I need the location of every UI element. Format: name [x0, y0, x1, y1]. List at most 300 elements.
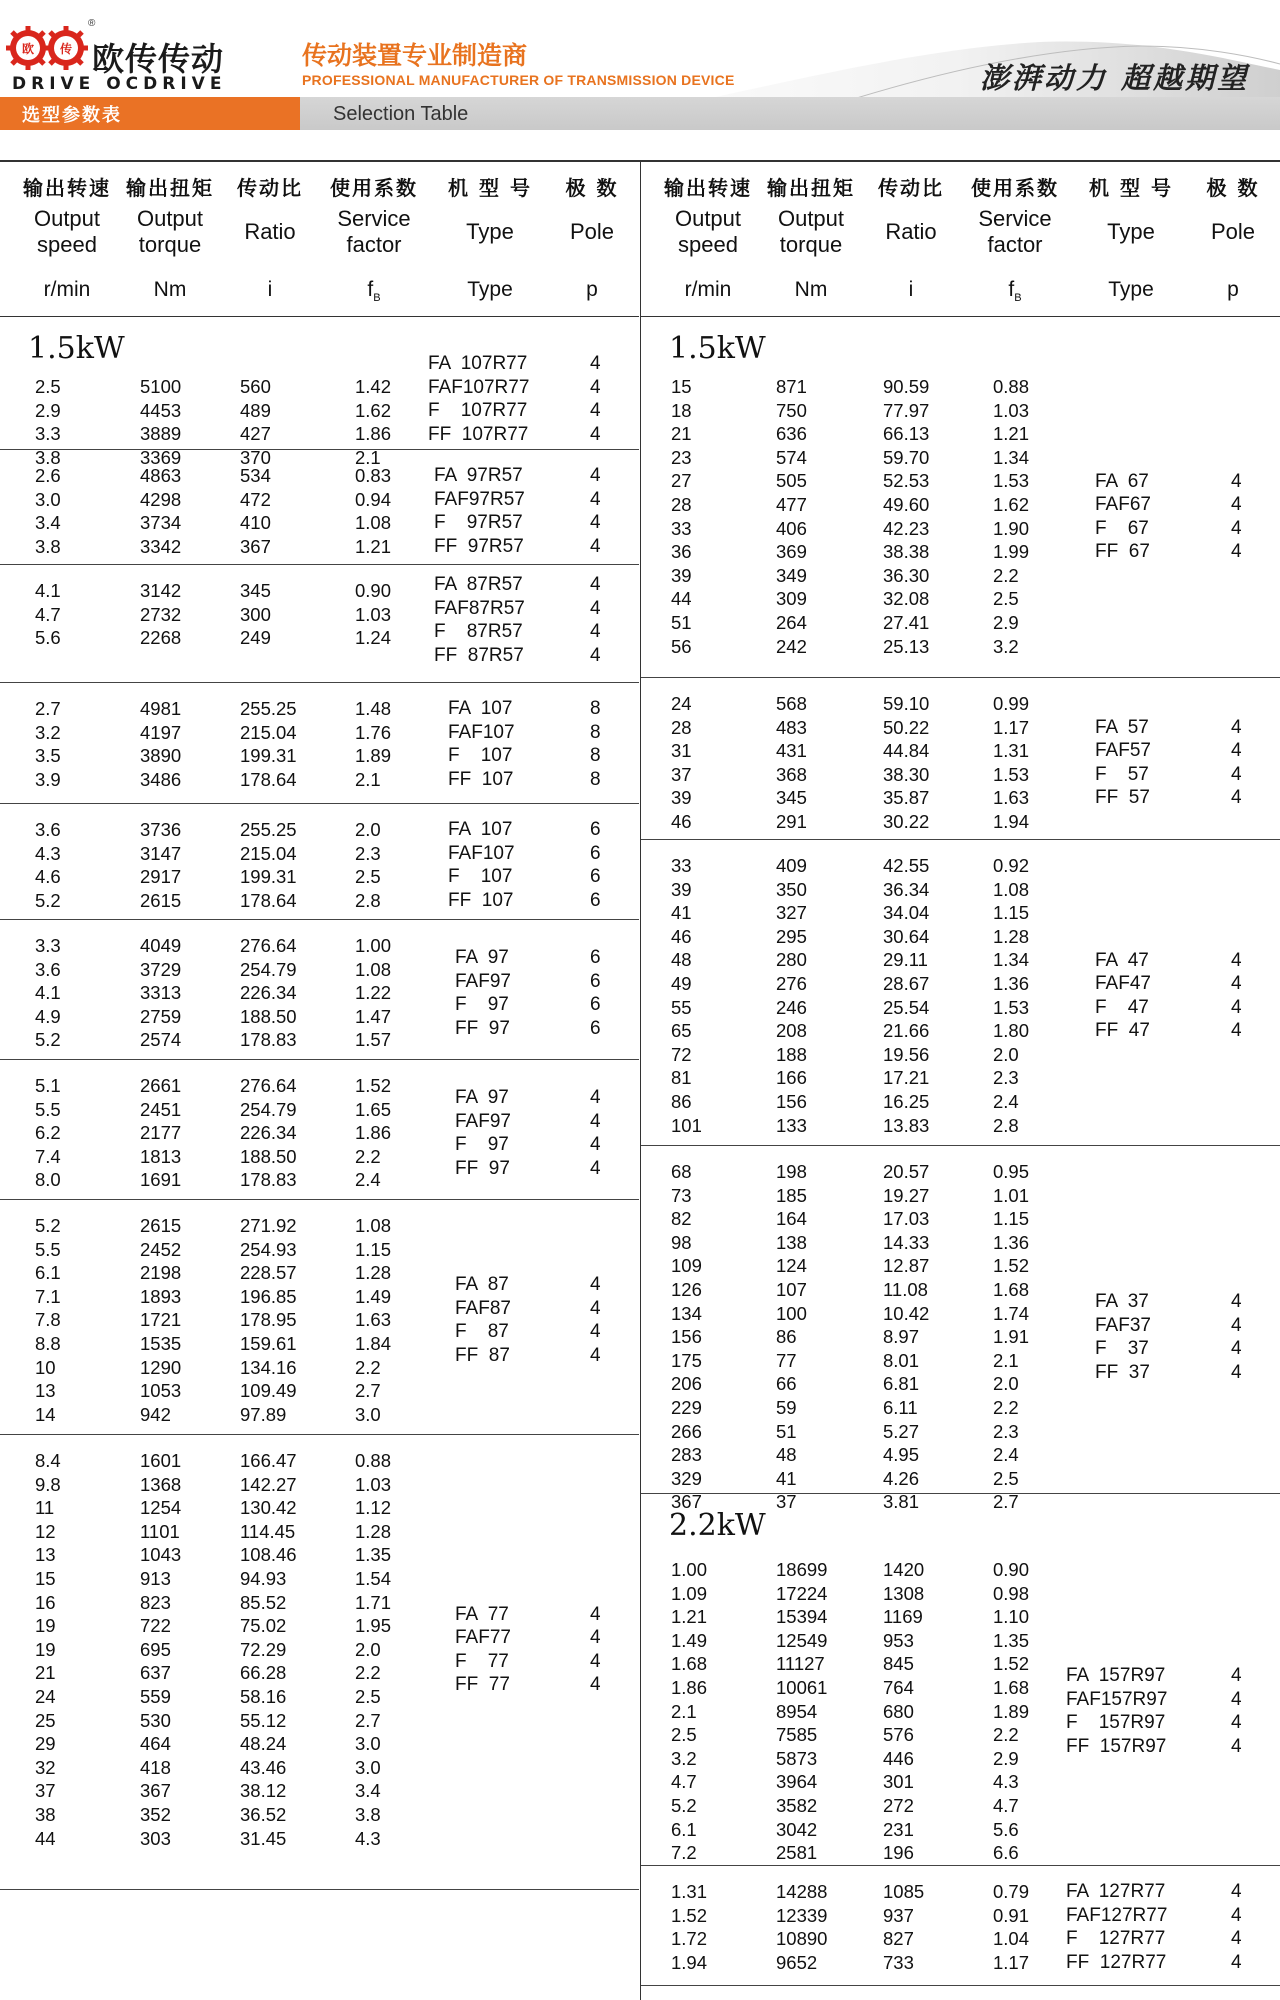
model-type-group	[434, 573, 630, 667]
torque-cell: 2574	[140, 1029, 182, 1051]
header-sf-unit-sub: B	[1014, 292, 1022, 305]
speed-cell: 134	[671, 1302, 702, 1324]
ratio-cell: 8.97	[883, 1326, 920, 1348]
header-pole-en: Pole	[1210, 219, 1256, 244]
model-type: F 77	[455, 1650, 509, 1672]
model-type: FAF97	[455, 970, 511, 992]
sf-cell: 1.42	[355, 376, 392, 397]
pole-count: 4	[590, 465, 601, 487]
speed-cell: 4.1	[35, 580, 61, 601]
speed-cell: 5.2	[671, 1795, 697, 1816]
sf-cell: 2.7	[993, 1491, 1019, 1513]
speed-cell: 7.2	[671, 1842, 697, 1864]
speed-cell: 13	[35, 1380, 56, 1402]
header-speed-en-line1: Output	[33, 206, 101, 231]
table-row	[0, 1473, 639, 1496]
sf-cell: 1.52	[993, 1255, 1030, 1277]
sf-cell: 1.53	[993, 996, 1030, 1018]
model-type: F 47	[1095, 996, 1149, 1018]
speed-cell: 12	[35, 1520, 56, 1542]
header-torque-en-line1: Output	[136, 206, 204, 231]
table-left-column	[0, 162, 640, 2000]
gear-logo-icon	[6, 18, 90, 78]
speed-cell: 8.8	[35, 1333, 61, 1354]
sf-cell: 1.99	[993, 541, 1030, 563]
ratio-cell: 188.50	[240, 1005, 297, 1027]
speed-cell: 81	[671, 1067, 692, 1089]
table-row	[0, 1756, 639, 1779]
model-type-row	[1095, 540, 1271, 564]
table-row	[641, 587, 1280, 610]
ratio-cell: 142.27	[240, 1473, 297, 1495]
pole-count: 6	[590, 819, 601, 841]
pole-count: 4	[590, 1157, 601, 1179]
sf-cell: 0.95	[993, 1161, 1030, 1182]
speed-cell: 3.6	[35, 958, 61, 980]
table-row	[641, 1605, 1280, 1628]
torque-cell: 41	[776, 1467, 797, 1489]
model-type-row	[1095, 763, 1271, 787]
speed-cell: 73	[671, 1184, 692, 1206]
torque-cell: 636	[776, 423, 807, 445]
torque-cell: 37	[776, 1491, 797, 1513]
model-type: FF 97	[455, 1157, 510, 1179]
model-type-group	[1095, 716, 1271, 810]
torque-cell: 505	[776, 470, 807, 492]
speed-cell: 21	[35, 1662, 56, 1684]
torque-cell: 2198	[140, 1262, 182, 1284]
ratio-cell: 38.12	[240, 1780, 287, 1802]
model-type: FF 157R97	[1066, 1735, 1167, 1757]
ratio-cell: 66.28	[240, 1662, 287, 1684]
model-type-row	[455, 993, 630, 1017]
speed-cell: 283	[671, 1444, 702, 1466]
speed-cell: 3.3	[35, 935, 61, 956]
speed-cell: 18	[671, 399, 692, 421]
speed-cell: 3.5	[35, 745, 61, 767]
sf-cell: 2.5	[993, 588, 1019, 610]
torque-cell: 48	[776, 1444, 797, 1466]
header-sf-en	[318, 206, 430, 258]
torque-cell: 138	[776, 1231, 807, 1253]
ratio-cell: 254.93	[240, 1238, 297, 1260]
sf-cell: 1.08	[993, 878, 1030, 900]
torque-cell: 4863	[140, 465, 182, 486]
model-type-row	[455, 1110, 630, 1134]
sf-cell: 2.3	[993, 1420, 1019, 1442]
ratio-cell: 77.97	[883, 399, 930, 421]
pole-count: 4	[590, 400, 601, 421]
pole-count: 4	[590, 1087, 601, 1108]
table-row	[0, 1520, 639, 1543]
ratio-cell: 38.30	[883, 763, 930, 785]
torque-cell: 4453	[140, 399, 182, 421]
model-type-row	[455, 1086, 630, 1110]
model-type-row	[448, 865, 630, 889]
sf-cell: 2.5	[993, 1467, 1019, 1489]
header-sf-cn: 使用系数	[330, 176, 418, 200]
torque-cell: 9652	[776, 1951, 818, 1973]
model-type-group	[455, 946, 630, 1040]
model-type: FA 127R77	[1066, 1881, 1166, 1903]
speed-cell: 1.52	[671, 1904, 708, 1926]
ratio-cell: 50.22	[883, 716, 930, 738]
table-row	[0, 1567, 639, 1590]
torque-cell: 431	[776, 740, 807, 762]
pole-count: 6	[590, 1017, 601, 1039]
torque-cell: 3142	[140, 580, 182, 601]
sf-cell: 1.28	[993, 925, 1030, 947]
torque-cell: 2615	[140, 1215, 182, 1236]
sf-cell: 2.5	[355, 1686, 381, 1707]
torque-cell: 913	[140, 1568, 171, 1589]
tab-en-label: Selection Table	[333, 103, 469, 125]
model-type: FA 107	[448, 819, 513, 841]
torque-cell: 2581	[776, 1842, 818, 1864]
torque-cell: 2177	[140, 1122, 182, 1144]
model-type: F 67	[1095, 517, 1149, 539]
sf-cell: 0.98	[993, 1582, 1030, 1604]
ratio-cell: 108.46	[240, 1544, 297, 1566]
model-type-row	[434, 573, 630, 597]
torque-cell: 3736	[140, 819, 182, 840]
sf-cell: 5.6	[993, 1818, 1019, 1840]
speed-cell: 49	[671, 973, 692, 994]
sf-cell: 1.34	[993, 949, 1030, 971]
model-type: F 107	[448, 745, 513, 767]
ratio-cell: 272	[883, 1795, 914, 1816]
speed-cell: 2.6	[35, 465, 61, 486]
ratio-cell: 59.70	[883, 446, 930, 468]
ratio-cell: 178.83	[240, 1029, 297, 1051]
sf-cell: 2.2	[993, 564, 1019, 586]
table-row	[641, 1770, 1280, 1793]
torque-cell: 185	[776, 1184, 807, 1206]
speed-cell: 98	[671, 1231, 692, 1253]
header-type-cn: 机 型 号	[1089, 176, 1173, 200]
header-ratio-en: Ratio	[244, 219, 296, 244]
spec-block	[0, 804, 639, 920]
sf-cell: 1.28	[355, 1520, 392, 1542]
speed-cell: 10	[35, 1356, 56, 1378]
ratio-cell: 301	[883, 1771, 914, 1793]
pole-count: 4	[590, 353, 601, 374]
ratio-cell: 560	[240, 376, 271, 397]
torque-cell: 3889	[140, 423, 182, 445]
model-type-row	[1066, 1664, 1271, 1688]
table-row	[641, 1231, 1280, 1254]
header-sf-en-line1: Service	[978, 206, 1052, 231]
torque-cell: 66	[776, 1373, 797, 1395]
table-header	[641, 162, 1280, 317]
header-ratio-cn: 传动比	[878, 176, 944, 200]
sf-cell: 4.3	[355, 1827, 381, 1849]
ratio-cell: 19.27	[883, 1184, 930, 1206]
ratio-cell: 271.92	[240, 1215, 297, 1236]
model-type: FA 87	[455, 1274, 509, 1296]
speed-cell: 1.49	[671, 1629, 708, 1651]
speed-cell: 29	[35, 1733, 56, 1755]
spec-block	[0, 1200, 639, 1435]
header-torque-en-line1: Output	[777, 206, 845, 231]
speed-cell: 28	[671, 716, 692, 738]
table-row	[641, 635, 1280, 658]
header-torque-cn: 输出扭矩	[126, 176, 214, 200]
table-row	[0, 1803, 639, 1826]
torque-cell: 1691	[140, 1169, 182, 1191]
spec-block	[641, 1866, 1280, 1986]
ratio-cell: 34.04	[883, 902, 930, 924]
model-type-row	[1095, 470, 1271, 494]
ratio-cell: 489	[240, 399, 271, 421]
speed-cell: 56	[671, 635, 692, 657]
pole-count: 4	[590, 1134, 601, 1155]
table-row	[641, 1558, 1280, 1581]
ratio-cell: 17.21	[883, 1067, 930, 1089]
model-type: FA 77	[455, 1603, 509, 1625]
header-speed-en-line2: speed	[678, 232, 738, 257]
speed-cell: 3.8	[35, 446, 61, 468]
ratio-cell: 4.26	[883, 1467, 920, 1489]
model-type: FA 107R77	[428, 353, 528, 374]
sf-cell: 1.52	[355, 1075, 392, 1096]
torque-cell: 559	[140, 1686, 171, 1707]
torque-cell: 3147	[140, 842, 182, 864]
model-type-row	[1095, 949, 1271, 973]
sf-cell: 0.88	[993, 376, 1030, 397]
sf-cell: 2.2	[993, 1397, 1019, 1418]
model-type-group	[1066, 1880, 1271, 1974]
sf-cell: 0.92	[993, 855, 1030, 876]
model-type-row	[428, 399, 630, 423]
torque-cell: 164	[776, 1208, 807, 1230]
ratio-cell: 827	[883, 1928, 914, 1950]
speed-cell: 14	[35, 1403, 56, 1425]
pole-count: 4	[590, 488, 601, 510]
spec-block	[0, 565, 639, 683]
spec-block	[641, 678, 1280, 840]
sf-cell: 1.36	[993, 973, 1030, 994]
sf-cell: 0.91	[993, 1904, 1030, 1926]
speed-cell: 329	[671, 1467, 702, 1489]
table-row	[641, 1420, 1280, 1443]
speed-cell: 33	[671, 855, 692, 876]
sf-cell: 2.4	[355, 1169, 381, 1191]
sf-cell: 1.03	[355, 1473, 392, 1495]
speed-cell: 5.1	[35, 1075, 61, 1096]
model-type-row	[1095, 716, 1271, 740]
ratio-cell: 20.57	[883, 1161, 930, 1182]
speed-cell: 9.8	[35, 1473, 61, 1495]
sf-cell: 1.24	[355, 627, 392, 649]
sf-cell: 3.0	[355, 1733, 381, 1755]
model-type-group	[455, 1603, 630, 1697]
model-type-row	[434, 511, 630, 535]
pole-count: 4	[1231, 541, 1242, 563]
ratio-cell: 72.29	[240, 1638, 287, 1660]
torque-cell: 303	[140, 1827, 171, 1849]
sf-cell: 1.10	[993, 1606, 1030, 1628]
speed-cell: 44	[671, 588, 692, 610]
sf-cell: 1.03	[355, 603, 392, 625]
torque-cell: 418	[140, 1756, 171, 1778]
speed-cell: 24	[671, 693, 692, 714]
ratio-cell: 17.03	[883, 1208, 930, 1230]
speed-cell: 24	[35, 1686, 56, 1707]
speed-cell: 5.2	[35, 1215, 61, 1236]
sf-cell: 2.1	[355, 446, 381, 468]
ratio-cell: 58.16	[240, 1686, 287, 1707]
speed-cell: 367	[671, 1491, 702, 1513]
sf-cell: 0.88	[355, 1450, 392, 1471]
speed-cell: 13	[35, 1544, 56, 1566]
ratio-cell: 90.59	[883, 376, 930, 397]
sf-cell: 1.08	[355, 1215, 392, 1236]
sf-cell: 1.68	[993, 1279, 1030, 1300]
ratio-cell: 35.87	[883, 787, 930, 809]
model-type: FA 57	[1095, 716, 1149, 738]
speed-cell: 7.1	[35, 1285, 61, 1307]
table-row	[641, 1207, 1280, 1230]
header-type-cn: 机 型 号	[448, 176, 532, 200]
slogan-en: PROFESSIONAL MANUFACTURER OF TRANSMISSION DEVICE	[302, 72, 735, 88]
model-type: F 97	[455, 1134, 509, 1155]
torque-cell: 327	[776, 902, 807, 924]
model-type-row	[428, 376, 630, 400]
speed-cell: 39	[671, 564, 692, 586]
torque-cell: 1893	[140, 1285, 182, 1307]
ratio-cell: 42.23	[883, 517, 930, 539]
sf-cell: 1.15	[355, 1238, 392, 1260]
sf-cell: 1.76	[355, 721, 392, 743]
header-ratio-cn: 传动比	[237, 176, 303, 200]
torque-cell: 3313	[140, 982, 182, 1004]
table-row	[0, 1709, 639, 1732]
ratio-cell: 29.11	[883, 949, 928, 971]
header-sf-en-line2: factor	[987, 232, 1043, 257]
model-type-row	[434, 464, 630, 488]
ratio-cell: 937	[883, 1904, 914, 1926]
speed-cell: 55	[671, 996, 692, 1018]
pole-count: 6	[590, 970, 601, 992]
logo-gear-right-char: 传	[59, 42, 73, 56]
ratio-cell: 1085	[883, 1881, 925, 1902]
sf-cell: 1.36	[993, 1231, 1030, 1253]
model-type-row	[1095, 1314, 1271, 1338]
table-row	[641, 1841, 1280, 1864]
header-pole-unit: p	[586, 278, 598, 301]
torque-cell: 369	[776, 541, 807, 563]
table-row	[641, 1114, 1280, 1137]
sf-cell: 1.63	[355, 1309, 392, 1331]
ratio-cell: 85.52	[240, 1591, 287, 1613]
sf-cell: 0.79	[993, 1881, 1030, 1902]
torque-cell: 2732	[140, 603, 182, 625]
torque-cell: 1254	[140, 1497, 182, 1519]
table-row	[0, 1496, 639, 1519]
torque-cell: 483	[776, 716, 807, 738]
sf-cell: 3.0	[355, 1756, 381, 1778]
pole-count: 8	[590, 768, 601, 790]
pole-count: 4	[590, 376, 601, 398]
model-type: FF 87R57	[434, 644, 524, 666]
speed-cell: 2.7	[35, 698, 61, 719]
speed-cell: 3.2	[671, 1747, 697, 1769]
speed-cell: 1.86	[671, 1677, 708, 1698]
pole-count: 4	[1231, 787, 1242, 809]
ratio-cell: 159.61	[240, 1333, 297, 1354]
torque-cell: 3582	[776, 1795, 818, 1816]
ratio-cell: 55.12	[240, 1709, 287, 1731]
sf-cell: 1.95	[355, 1615, 392, 1637]
model-type-row	[455, 1673, 630, 1697]
speed-cell: 86	[671, 1091, 692, 1112]
model-type-row	[448, 768, 630, 792]
torque-cell: 1601	[140, 1450, 182, 1471]
pole-count: 4	[1231, 1688, 1242, 1710]
ratio-cell: 255.25	[240, 819, 297, 840]
ratio-cell: 19.56	[883, 1043, 930, 1065]
sf-cell: 1.12	[355, 1497, 392, 1519]
speed-cell: 16	[35, 1591, 56, 1613]
ratio-cell: 31.45	[240, 1827, 287, 1849]
model-type-row	[455, 1626, 630, 1650]
model-type: F 57	[1095, 763, 1149, 785]
model-type: F 37	[1095, 1338, 1149, 1359]
model-type-row	[434, 644, 630, 668]
speed-cell: 65	[671, 1020, 692, 1042]
model-type-row	[1066, 1735, 1271, 1759]
model-type-row	[455, 1157, 630, 1181]
sf-cell: 1.31	[993, 740, 1030, 762]
model-type: F 97R57	[434, 512, 523, 534]
torque-cell: 12339	[776, 1904, 828, 1926]
model-type-row	[1095, 1361, 1271, 1385]
ratio-cell: 345	[240, 580, 271, 601]
speed-cell: 7.4	[35, 1145, 61, 1167]
ratio-cell: 5.27	[883, 1420, 920, 1442]
torque-cell: 7585	[776, 1724, 818, 1746]
speed-cell: 36	[671, 541, 692, 563]
ratio-cell: 196.85	[240, 1285, 297, 1307]
header-pole-unit: p	[1227, 278, 1239, 301]
header-ratio-unit: i	[267, 278, 273, 301]
torque-cell: 4197	[140, 721, 182, 743]
model-type: FAF97R57	[434, 488, 525, 510]
table-row	[641, 375, 1280, 398]
torque-cell: 2451	[140, 1098, 182, 1120]
sf-cell: 1.21	[993, 423, 1030, 445]
pole-count: 4	[590, 1674, 601, 1696]
pole-count: 4	[1231, 1361, 1242, 1383]
ratio-cell: 25.13	[883, 635, 930, 657]
pole-count: 4	[1231, 1314, 1242, 1336]
pole-count: 4	[1231, 1665, 1242, 1687]
sf-cell: 1.03	[993, 399, 1030, 421]
table-row	[641, 901, 1280, 924]
header-sf-cn: 使用系数	[971, 176, 1059, 200]
pole-count: 4	[1231, 1712, 1242, 1734]
speed-cell: 2.5	[671, 1724, 697, 1746]
ratio-cell: 36.52	[240, 1804, 287, 1825]
sf-cell: 1.08	[355, 512, 392, 534]
model-type: FA 37	[1095, 1291, 1149, 1312]
table-row	[641, 810, 1280, 833]
model-type-row	[455, 1273, 630, 1297]
ratio-cell: 130.42	[240, 1497, 297, 1519]
sf-cell: 0.90	[993, 1559, 1030, 1580]
model-type-group	[448, 818, 630, 912]
